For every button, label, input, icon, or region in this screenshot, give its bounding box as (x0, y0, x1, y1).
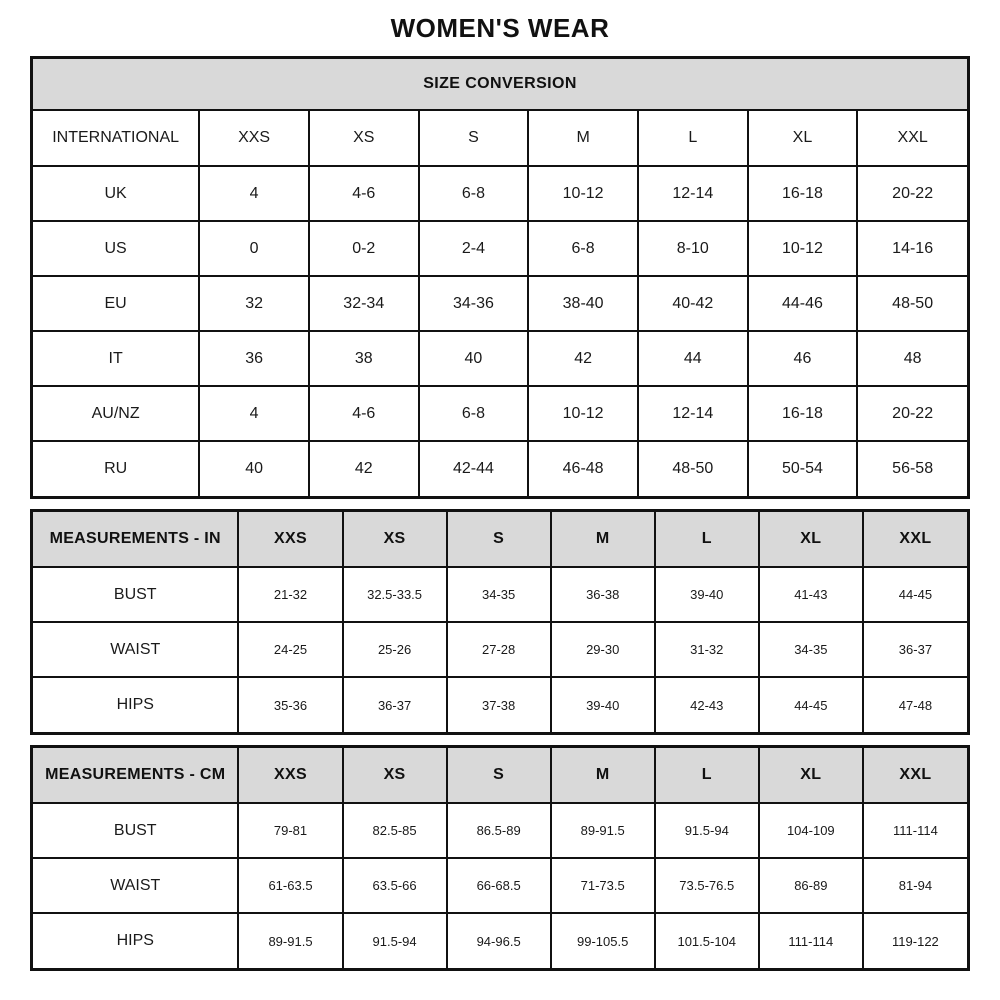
size-conversion-header: SIZE CONVERSION (33, 59, 967, 111)
row-label: WAIST (33, 622, 238, 677)
size-column-header: XS (343, 512, 447, 567)
value-cell: 20-22 (857, 386, 967, 441)
value-cell: 0-2 (309, 221, 419, 276)
value-cell: 61-63.5 (238, 858, 342, 913)
size-column-header: S (447, 748, 551, 803)
size-column-header: XXS (238, 512, 342, 567)
column-header-row (33, 111, 967, 166)
row-label-column-header: MEASUREMENTS - CM (33, 748, 238, 803)
value-cell: 63.5-66 (343, 858, 447, 913)
value-cell: 10-12 (528, 166, 638, 221)
value-cell: 104-109 (759, 803, 863, 858)
value-cell: 48-50 (857, 276, 967, 331)
value-cell: 40 (199, 441, 309, 496)
table-row (33, 221, 967, 276)
value-cell: 24-25 (238, 622, 342, 677)
value-cell: 42-43 (655, 677, 759, 732)
value-cell: 38-40 (528, 276, 638, 331)
size-column-header: L (655, 512, 759, 567)
value-cell: 50-54 (748, 441, 858, 496)
value-cell: 111-114 (759, 913, 863, 968)
value-cell: 79-81 (238, 803, 342, 858)
value-cell: 81-94 (863, 858, 967, 913)
value-cell: 42 (309, 441, 419, 496)
table-row (33, 913, 967, 968)
value-cell: 39-40 (551, 677, 655, 732)
size-column-header: M (528, 111, 638, 166)
value-cell: 44 (638, 331, 748, 386)
value-cell: 21-32 (238, 567, 342, 622)
value-cell: 39-40 (655, 567, 759, 622)
value-cell: 89-91.5 (238, 913, 342, 968)
row-label-column-header: MEASUREMENTS - IN (33, 512, 238, 567)
value-cell: 12-14 (638, 166, 748, 221)
size-column-header: L (638, 111, 748, 166)
row-label: EU (33, 276, 199, 331)
table-row (33, 276, 967, 331)
table-row (33, 858, 967, 913)
row-label: HIPS (33, 913, 238, 968)
section-divider (30, 735, 970, 745)
column-header-row (33, 748, 967, 803)
size-column-header: S (419, 111, 529, 166)
value-cell: 86.5-89 (447, 803, 551, 858)
value-cell: 111-114 (863, 803, 967, 858)
value-cell: 12-14 (638, 386, 748, 441)
row-label: HIPS (33, 677, 238, 732)
value-cell: 94-96.5 (447, 913, 551, 968)
size-column-header: XL (759, 512, 863, 567)
value-cell: 91.5-94 (655, 803, 759, 858)
value-cell: 41-43 (759, 567, 863, 622)
measurements-in-table (33, 512, 967, 732)
size-column-header: XL (759, 748, 863, 803)
table-row (33, 331, 967, 386)
value-cell: 29-30 (551, 622, 655, 677)
measurements-in-section (30, 509, 970, 735)
value-cell: 36-37 (343, 677, 447, 732)
table-row (33, 677, 967, 732)
table-row (33, 386, 967, 441)
value-cell: 48-50 (638, 441, 748, 496)
value-cell: 10-12 (528, 386, 638, 441)
value-cell: 66-68.5 (447, 858, 551, 913)
size-column-header: XXL (863, 748, 967, 803)
value-cell: 10-12 (748, 221, 858, 276)
value-cell: 4-6 (309, 386, 419, 441)
value-cell: 36-38 (551, 567, 655, 622)
value-cell: 0 (199, 221, 309, 276)
table-row (33, 441, 967, 496)
value-cell: 86-89 (759, 858, 863, 913)
size-conversion-table (33, 111, 967, 496)
value-cell: 8-10 (638, 221, 748, 276)
value-cell: 32-34 (309, 276, 419, 331)
value-cell: 4-6 (309, 166, 419, 221)
table-row (33, 622, 967, 677)
value-cell: 42 (528, 331, 638, 386)
value-cell: 71-73.5 (551, 858, 655, 913)
value-cell: 37-38 (447, 677, 551, 732)
page-title: WOMEN'S WEAR (390, 13, 610, 43)
measurements-cm-table (33, 748, 967, 968)
row-label: UK (33, 166, 199, 221)
row-label: BUST (33, 803, 238, 858)
size-column-header: XXL (863, 512, 967, 567)
value-cell: 46-48 (528, 441, 638, 496)
value-cell: 91.5-94 (343, 913, 447, 968)
value-cell: 6-8 (419, 166, 529, 221)
size-column-header: L (655, 748, 759, 803)
row-label: RU (33, 441, 199, 496)
value-cell: 44-45 (863, 567, 967, 622)
column-header-row (33, 512, 967, 567)
row-label: AU/NZ (33, 386, 199, 441)
row-label: IT (33, 331, 199, 386)
value-cell: 44-46 (748, 276, 858, 331)
row-label-column-header: INTERNATIONAL (33, 111, 199, 166)
value-cell: 36 (199, 331, 309, 386)
value-cell: 40-42 (638, 276, 748, 331)
value-cell: 44-45 (759, 677, 863, 732)
size-column-header: XXS (199, 111, 309, 166)
value-cell: 40 (419, 331, 529, 386)
size-column-header: XS (343, 748, 447, 803)
value-cell: 101.5-104 (655, 913, 759, 968)
value-cell: 34-35 (447, 567, 551, 622)
value-cell: 46 (748, 331, 858, 386)
value-cell: 42-44 (419, 441, 529, 496)
size-conversion-section (30, 56, 970, 499)
size-column-header: S (447, 512, 551, 567)
value-cell: 6-8 (419, 386, 529, 441)
value-cell: 34-35 (759, 622, 863, 677)
value-cell: 99-105.5 (551, 913, 655, 968)
value-cell: 6-8 (528, 221, 638, 276)
section-divider (30, 499, 970, 509)
value-cell: 32 (199, 276, 309, 331)
row-label: US (33, 221, 199, 276)
measurements-cm-section (30, 745, 970, 971)
size-column-header: XL (748, 111, 858, 166)
row-label: BUST (33, 567, 238, 622)
table-row (33, 567, 967, 622)
value-cell: 73.5-76.5 (655, 858, 759, 913)
value-cell: 32.5-33.5 (343, 567, 447, 622)
value-cell: 14-16 (857, 221, 967, 276)
value-cell: 38 (309, 331, 419, 386)
value-cell: 119-122 (863, 913, 967, 968)
value-cell: 2-4 (419, 221, 529, 276)
size-column-header: M (551, 748, 655, 803)
table-row (33, 803, 967, 858)
value-cell: 25-26 (343, 622, 447, 677)
table-row (33, 166, 967, 221)
value-cell: 56-58 (857, 441, 967, 496)
size-column-header: XS (309, 111, 419, 166)
size-column-header: XXS (238, 748, 342, 803)
value-cell: 35-36 (238, 677, 342, 732)
value-cell: 4 (199, 166, 309, 221)
value-cell: 31-32 (655, 622, 759, 677)
value-cell: 47-48 (863, 677, 967, 732)
size-column-header: XXL (857, 111, 967, 166)
value-cell: 48 (857, 331, 967, 386)
value-cell: 36-37 (863, 622, 967, 677)
value-cell: 27-28 (447, 622, 551, 677)
value-cell: 20-22 (857, 166, 967, 221)
value-cell: 82.5-85 (343, 803, 447, 858)
size-column-header: M (551, 512, 655, 567)
value-cell: 89-91.5 (551, 803, 655, 858)
value-cell: 34-36 (419, 276, 529, 331)
value-cell: 16-18 (748, 386, 858, 441)
row-label: WAIST (33, 858, 238, 913)
value-cell: 4 (199, 386, 309, 441)
value-cell: 16-18 (748, 166, 858, 221)
